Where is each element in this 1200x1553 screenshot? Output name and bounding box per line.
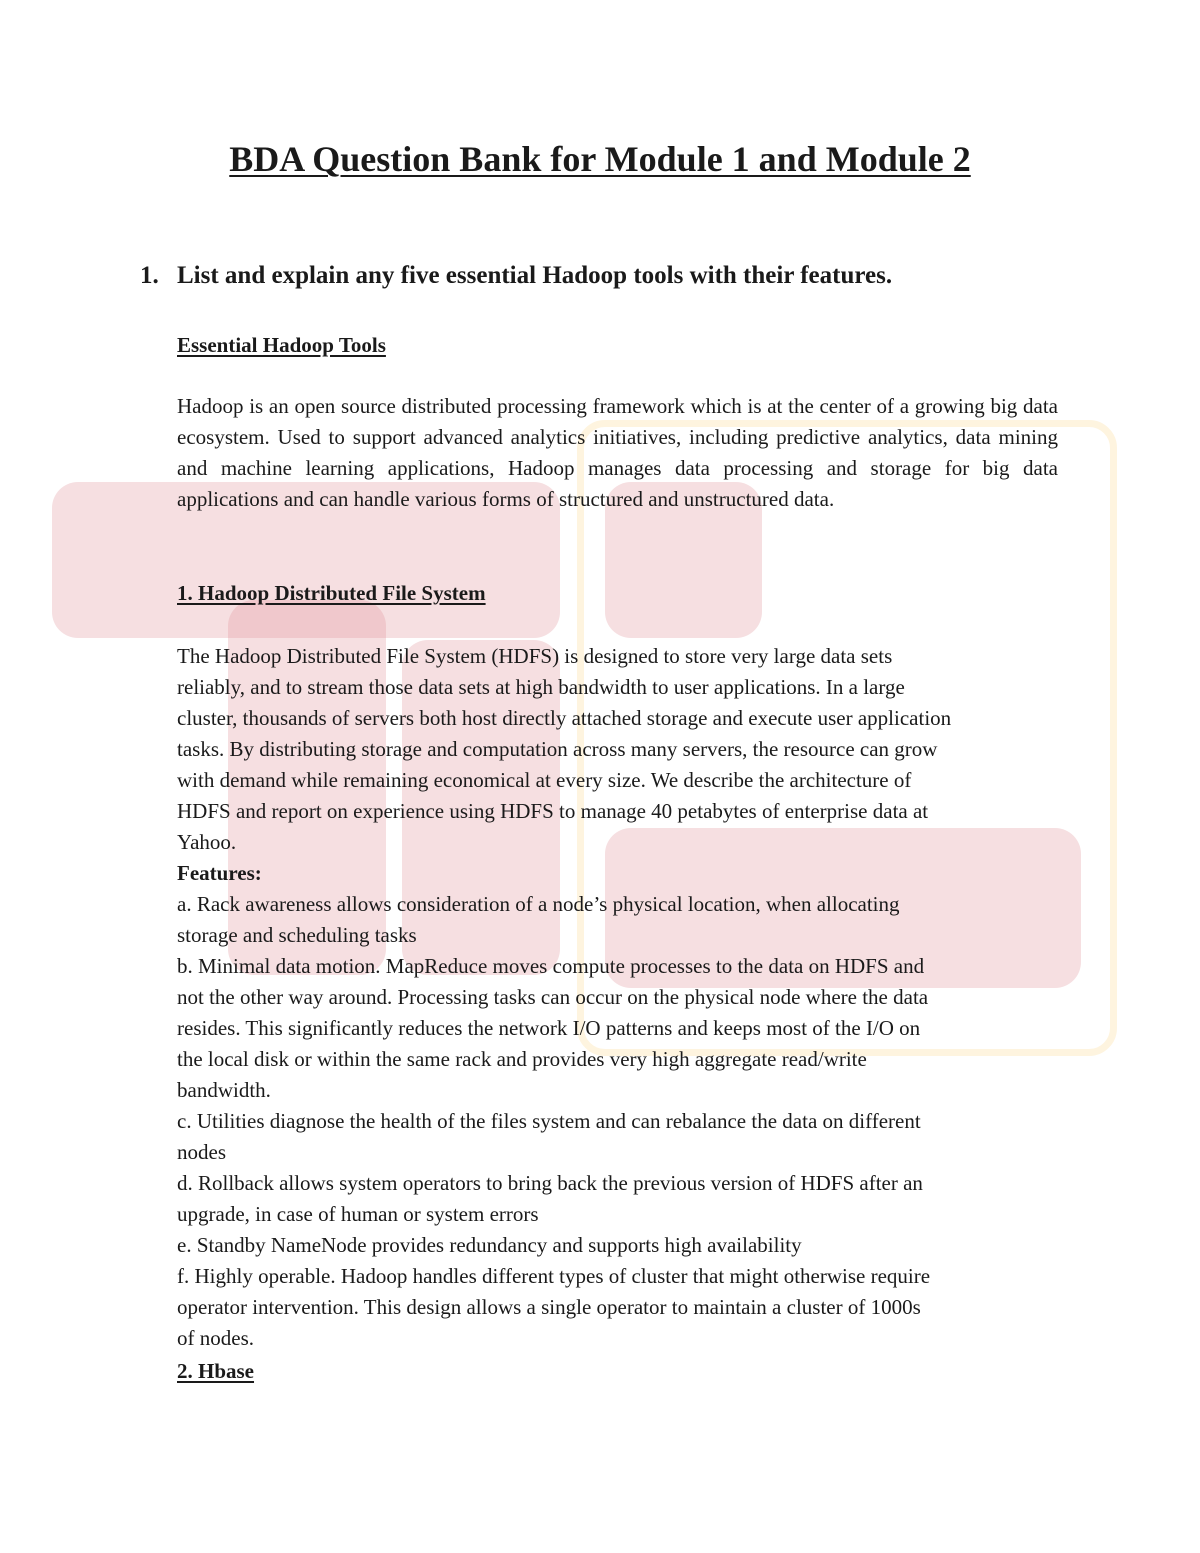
question-text: List and explain any five essential Hadoop tools with their features. <box>177 262 893 289</box>
feature-line: nodes <box>177 1140 226 1164</box>
feature-line: bandwidth. <box>177 1078 271 1102</box>
text-line: Yahoo. <box>177 830 237 854</box>
question-1 <box>140 262 892 290</box>
text-line: reliably, and to stream those data sets at high bandwidth to user applications. In a large <box>177 675 905 699</box>
feature-line: the local disk or within the same rack and provides very high aggregate read/write <box>177 1047 867 1071</box>
feature-line: storage and scheduling tasks <box>177 923 417 947</box>
feature-line: upgrade, in case of human or system errors <box>177 1202 539 1226</box>
feature-line: resides. This significantly reduces the network I/O patterns and keeps most of the I/O on <box>177 1016 921 1040</box>
feature-line: operator intervention. This design allows a single operator to maintain a cluster of 1000s <box>177 1295 921 1319</box>
question-number: 1. <box>140 262 159 289</box>
text-line: The Hadoop Distributed File System (HDFS) is designed to store very large data sets <box>177 644 893 668</box>
feature-line: a. Rack awareness allows consideration of a node’s physical location, when allocating <box>177 892 900 916</box>
tool-1-description <box>177 641 1067 1354</box>
features-label: Features: <box>177 861 262 885</box>
tool-2-heading: 2. Hbase <box>177 1359 255 1383</box>
feature-line: not the other way around. Processing tasks can occur on the physical node where the data <box>177 985 929 1009</box>
feature-line: c. Utilities diagnose the health of the files system and can rebalance the data on different <box>177 1109 921 1133</box>
feature-line: d. Rollback allows system operators to bring back the previous version of HDFS after an <box>177 1171 923 1195</box>
text-line: HDFS and report on experience using HDFS to manage 40 petabytes of enterprise data at <box>177 799 929 823</box>
text-line: cluster, thousands of servers both host directly attached storage and execute user application <box>177 706 952 730</box>
feature-line: f. Highly operable. Hadoop handles different types of cluster that might otherwise require <box>177 1264 931 1288</box>
section-heading: Essential Hadoop Tools <box>177 333 386 357</box>
feature-line: of nodes. <box>177 1326 254 1350</box>
intro-paragraph: Hadoop is an open source distributed processing framework which is at the center of a growing big data ecosystem. Used to support advanced analytics initiatives, including predictive analytics, data mining and machine learning applications, Hadoop manages data processing and storage for big data applications and can handle various forms of structured and unstructured data. <box>177 394 1058 511</box>
feature-line: b. Minimal data motion. MapReduce moves compute processes to the data on HDFS and <box>177 954 925 978</box>
tool-1-heading: 1. Hadoop Distributed File System <box>177 581 486 605</box>
feature-line: e. Standby NameNode provides redundancy and supports high availability <box>177 1233 802 1257</box>
document-title: BDA Question Bank for Module 1 and Module 2 <box>229 139 971 179</box>
text-line: tasks. By distributing storage and computation across many servers, the resource can grow <box>177 737 938 761</box>
text-line: with demand while remaining economical at every size. We describe the architecture of <box>177 768 912 792</box>
